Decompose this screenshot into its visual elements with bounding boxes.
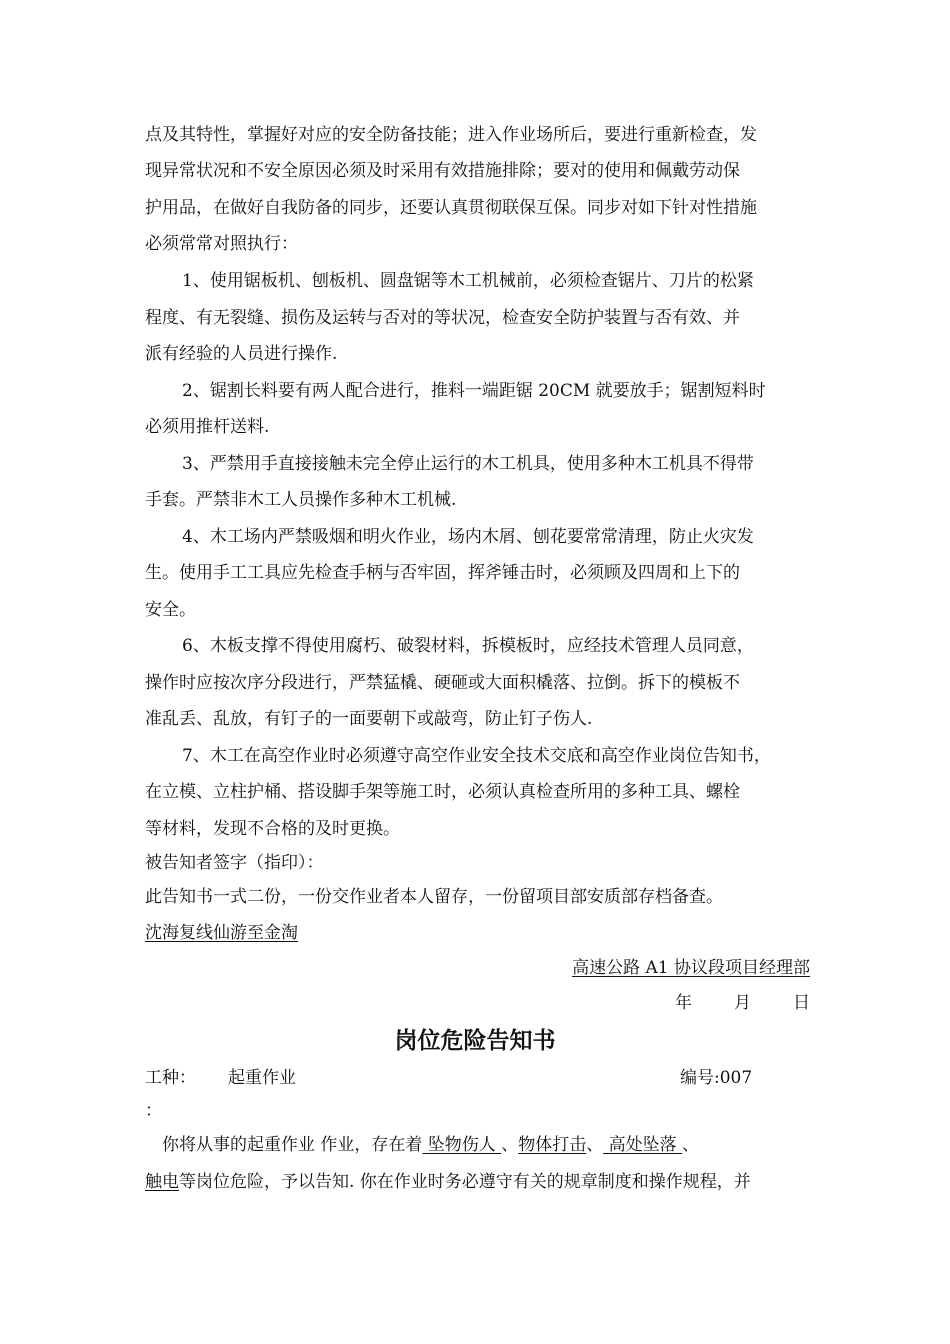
notice-line-2: 触电等岗位危险，予以告知. 你在作业时务必遵守有关的规章制度和操作规程，并 bbox=[145, 1172, 751, 1192]
rule-1-line: 1、使用锯板机、刨板机、圆盘锯等木工机械前，必须检查锯片、刀片的松紧 bbox=[182, 271, 754, 291]
paragraph-line: 护用品，在做好自我防备的同步，还要认真贯彻联保互保。同步对如下针对性措施 bbox=[145, 198, 757, 218]
date-year: 年 bbox=[675, 993, 692, 1013]
paragraph-line: 点及其特性，掌握好对应的安全防备技能；进入作业场所后，要进行重新检查，发 bbox=[145, 125, 757, 145]
serial-number: 编号:007 bbox=[680, 1068, 753, 1088]
hazard-4: 触电 bbox=[145, 1172, 179, 1192]
notice-line-1: 你将从事的起重作业 作业，存在着 坠物伤人 、物体打击、 高处坠落 、 bbox=[162, 1135, 700, 1155]
stray-colon: ： bbox=[145, 1101, 162, 1121]
copies-note: 此告知书一式二份，一份交作业者本人留存，一份留项目部安质部存档备查。 bbox=[145, 887, 723, 907]
date-line bbox=[633, 993, 810, 1013]
signature-label: 被告知者签字（指印）： bbox=[145, 853, 324, 873]
hazard-2: 物体打击 bbox=[518, 1135, 587, 1155]
job-type-value: 起重作业 bbox=[228, 1068, 296, 1088]
rule-3-line: 3、严禁用手直接接触未完全停止运行的木工机具，使用多种木工机具不得带 bbox=[182, 454, 754, 474]
rule-4-line: 安全。 bbox=[145, 600, 196, 620]
rule-7-line: 等材料，发现不合格的及时更换。 bbox=[145, 819, 400, 839]
department-name: 高速公路 A1 协议段项目经理部 bbox=[572, 958, 810, 978]
hazard-1: 坠物伤人 bbox=[422, 1135, 502, 1155]
rule-1-line: 派有经验的人员进行操作. bbox=[145, 344, 338, 364]
project-name: 沈海复线仙游至金淘 bbox=[145, 923, 298, 943]
rule-2-line: 2、锯割长料要有两人配合进行，推料一端距锯 20CM 就要放手；锯割短料时 bbox=[182, 381, 766, 401]
date-day: 日 bbox=[793, 993, 810, 1013]
rule-6-line: 6、木板支撑不得使用腐朽、破裂材料，拆模板时，应经技术管理人员同意， bbox=[182, 636, 754, 656]
rule-6-line: 准乱丢、乱放，有钉子的一面要朝下或敲弯，防止钉子伤人. bbox=[145, 709, 593, 729]
date-month: 月 bbox=[734, 993, 751, 1013]
rule-3-line: 手套。严禁非木工人员操作多种木工机械. bbox=[145, 490, 457, 510]
rule-6-line: 操作时应按次序分段进行，严禁猛橇、硬砸或大面积橇落、拉倒。拆下的模板不 bbox=[145, 673, 740, 693]
rule-7-line: 在立模、立柱护桶、搭设脚手架等施工时，必须认真检查所用的多种工具、螺栓 bbox=[145, 782, 740, 802]
paragraph-line: 现异常状况和不安全原因必须及时采用有效措施排除；要对的使用和佩戴劳动保 bbox=[145, 161, 740, 181]
rule-7-line: 7、木工在高空作业时必须遵守高空作业安全技术交底和高空作业岗位告知书， bbox=[182, 746, 771, 766]
rule-4-line: 4、木工场内严禁吸烟和明火作业，场内木屑、刨花要常常清理，防止火灾发 bbox=[182, 527, 754, 547]
rule-4-line: 生。使用手工工具应先检查手柄与否牢固，挥斧锤击时，必须顾及四周和上下的 bbox=[145, 563, 740, 583]
rule-2-line: 必须用推杆送料. bbox=[145, 417, 270, 437]
page-title: 岗位危险告知书 bbox=[394, 1028, 556, 1054]
hazard-3: 高处坠落 bbox=[603, 1135, 683, 1155]
job-type-label: 工种： bbox=[145, 1068, 196, 1088]
paragraph-line: 必须常常对照执行： bbox=[145, 234, 298, 254]
rule-1-line: 程度、有无裂缝、损伤及运转与否对的等状况，检查安全防护装置与否有效、并 bbox=[145, 308, 740, 328]
